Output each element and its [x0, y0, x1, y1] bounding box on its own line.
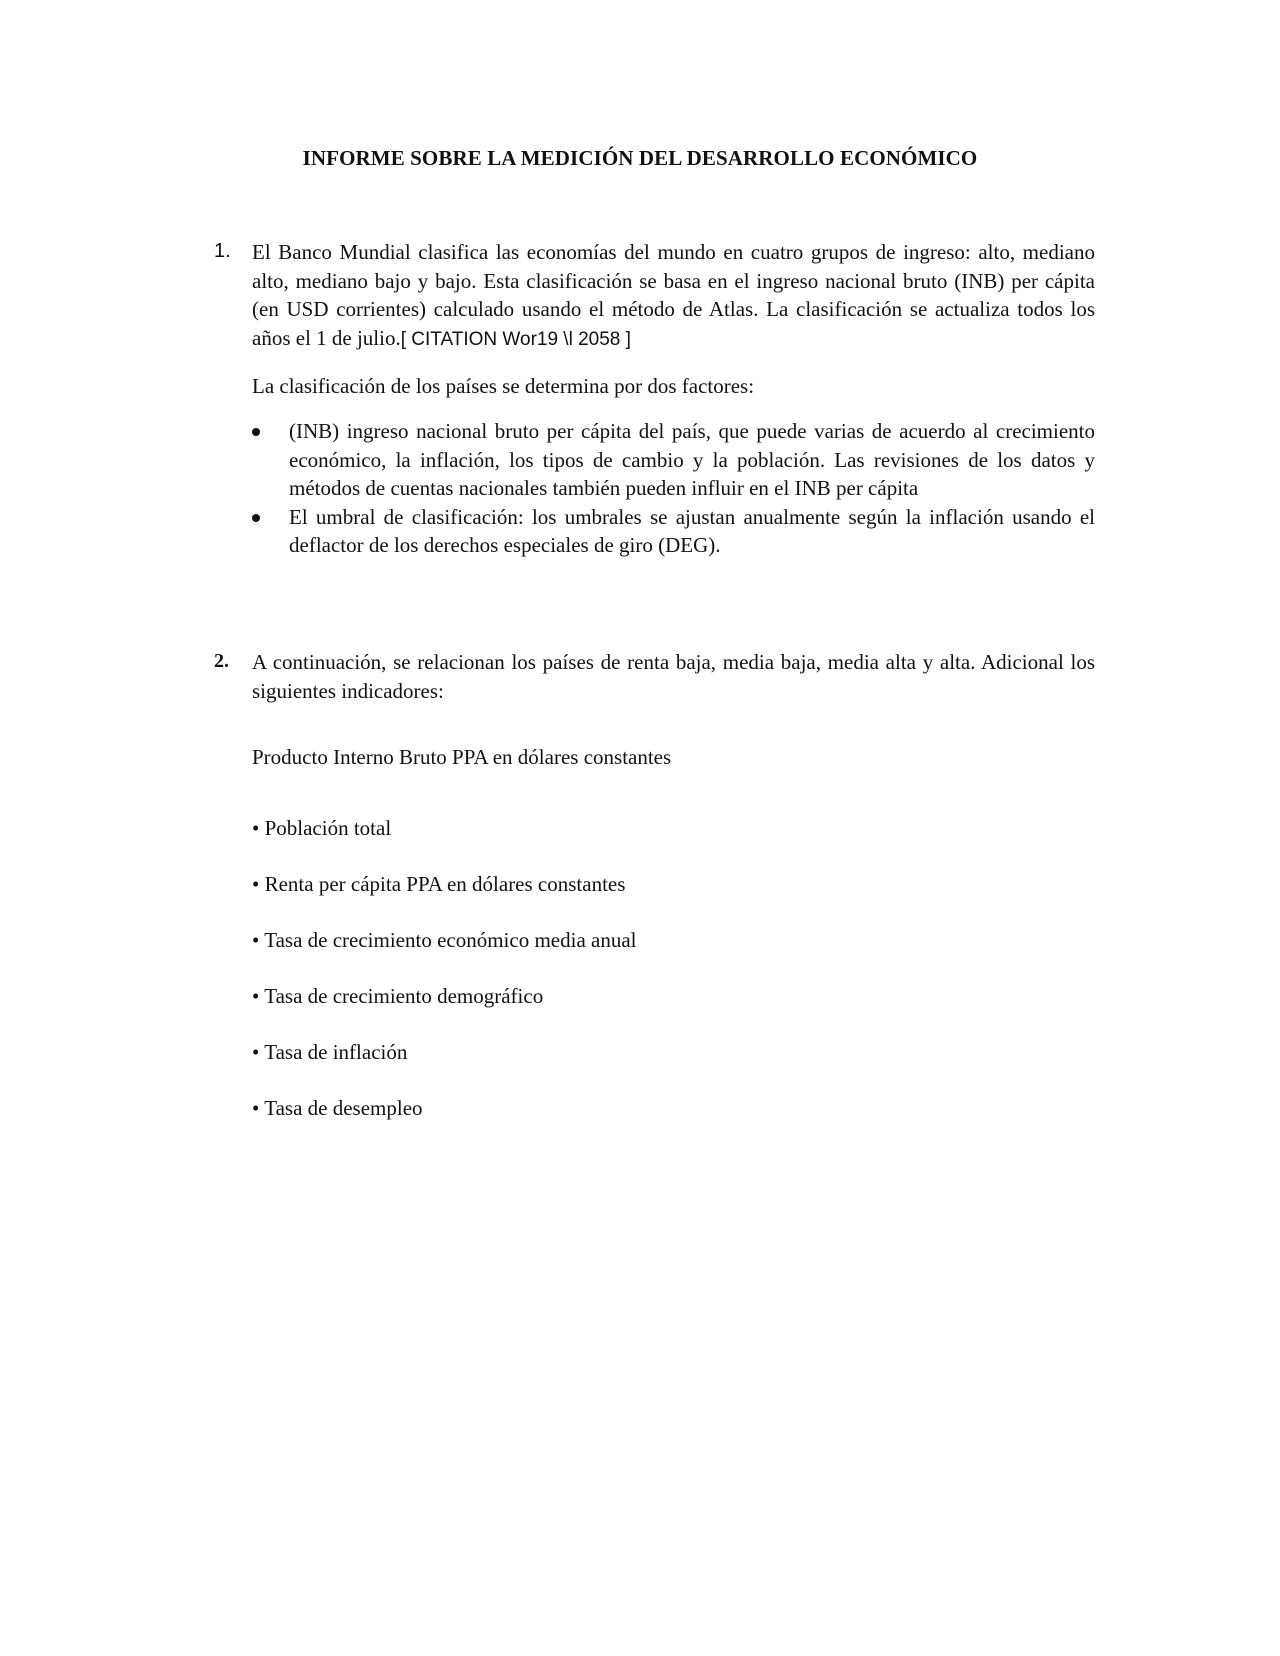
indicator-item: • Renta per cápita PPA en dólares constantes — [252, 872, 626, 896]
bullet-dot-icon — [252, 428, 260, 436]
factor-list — [252, 417, 1095, 560]
section-1-intro: La clasificación de los países se determina por dos factores: — [252, 374, 755, 398]
section-1-paragraph — [252, 238, 1095, 354]
indicator-item: • Tasa de crecimiento económico media anual — [252, 928, 637, 952]
citation-field: [ CITATION Wor19 \l 2058 ] — [400, 328, 631, 350]
section-2-paragraph: A continuación, se relacionan los países de renta baja, media baja, media alta y alta. Adicional los siguientes indicadores: — [252, 650, 1095, 703]
indicator-item: • Tasa de crecimiento demográfico — [252, 984, 544, 1008]
section-1-text: El Banco Mundial clasifica las economías del mundo en cuatro grupos de ingreso: alto, mediano alto, mediano bajo y bajo. Esta clasificación se basa en el ingreso nacional bruto (INB) per cápita (en USD corrientes) calculado usando el método de Atlas. La clasificación se actualiza todos los años el 1 de julio. — [252, 240, 1095, 350]
section-2-number: 2. — [214, 650, 229, 672]
factor-text: (INB) ingreso nacional bruto per cápita del país, que puede varias de acuerdo al crecimiento económico, la inflación, los tipos de cambio y la población. Las revisiones de los datos y métodos de cuentas nacionales también pueden influir en el INB per cápita — [289, 419, 1095, 500]
factor-item — [252, 417, 1095, 503]
factor-item — [252, 503, 1095, 560]
bullet-dot-icon — [252, 514, 260, 522]
indicator-item: • Población total — [252, 816, 392, 840]
indicator-item: • Tasa de desempleo — [252, 1096, 423, 1120]
indicator-item: • Tasa de inflación — [252, 1040, 408, 1064]
document-title: INFORME SOBRE LA MEDICIÓN DEL DESARROLLO ECONÓMICO — [302, 146, 978, 170]
factor-text: El umbral de clasificación: los umbrales se ajustan anualmente según la inflación usando el deflactor de los derechos especiales de giro (DEG). — [289, 504, 1095, 557]
indicator-heading: Producto Interno Bruto PPA en dólares constantes — [252, 745, 672, 769]
section-1-number: 1. — [214, 240, 231, 262]
